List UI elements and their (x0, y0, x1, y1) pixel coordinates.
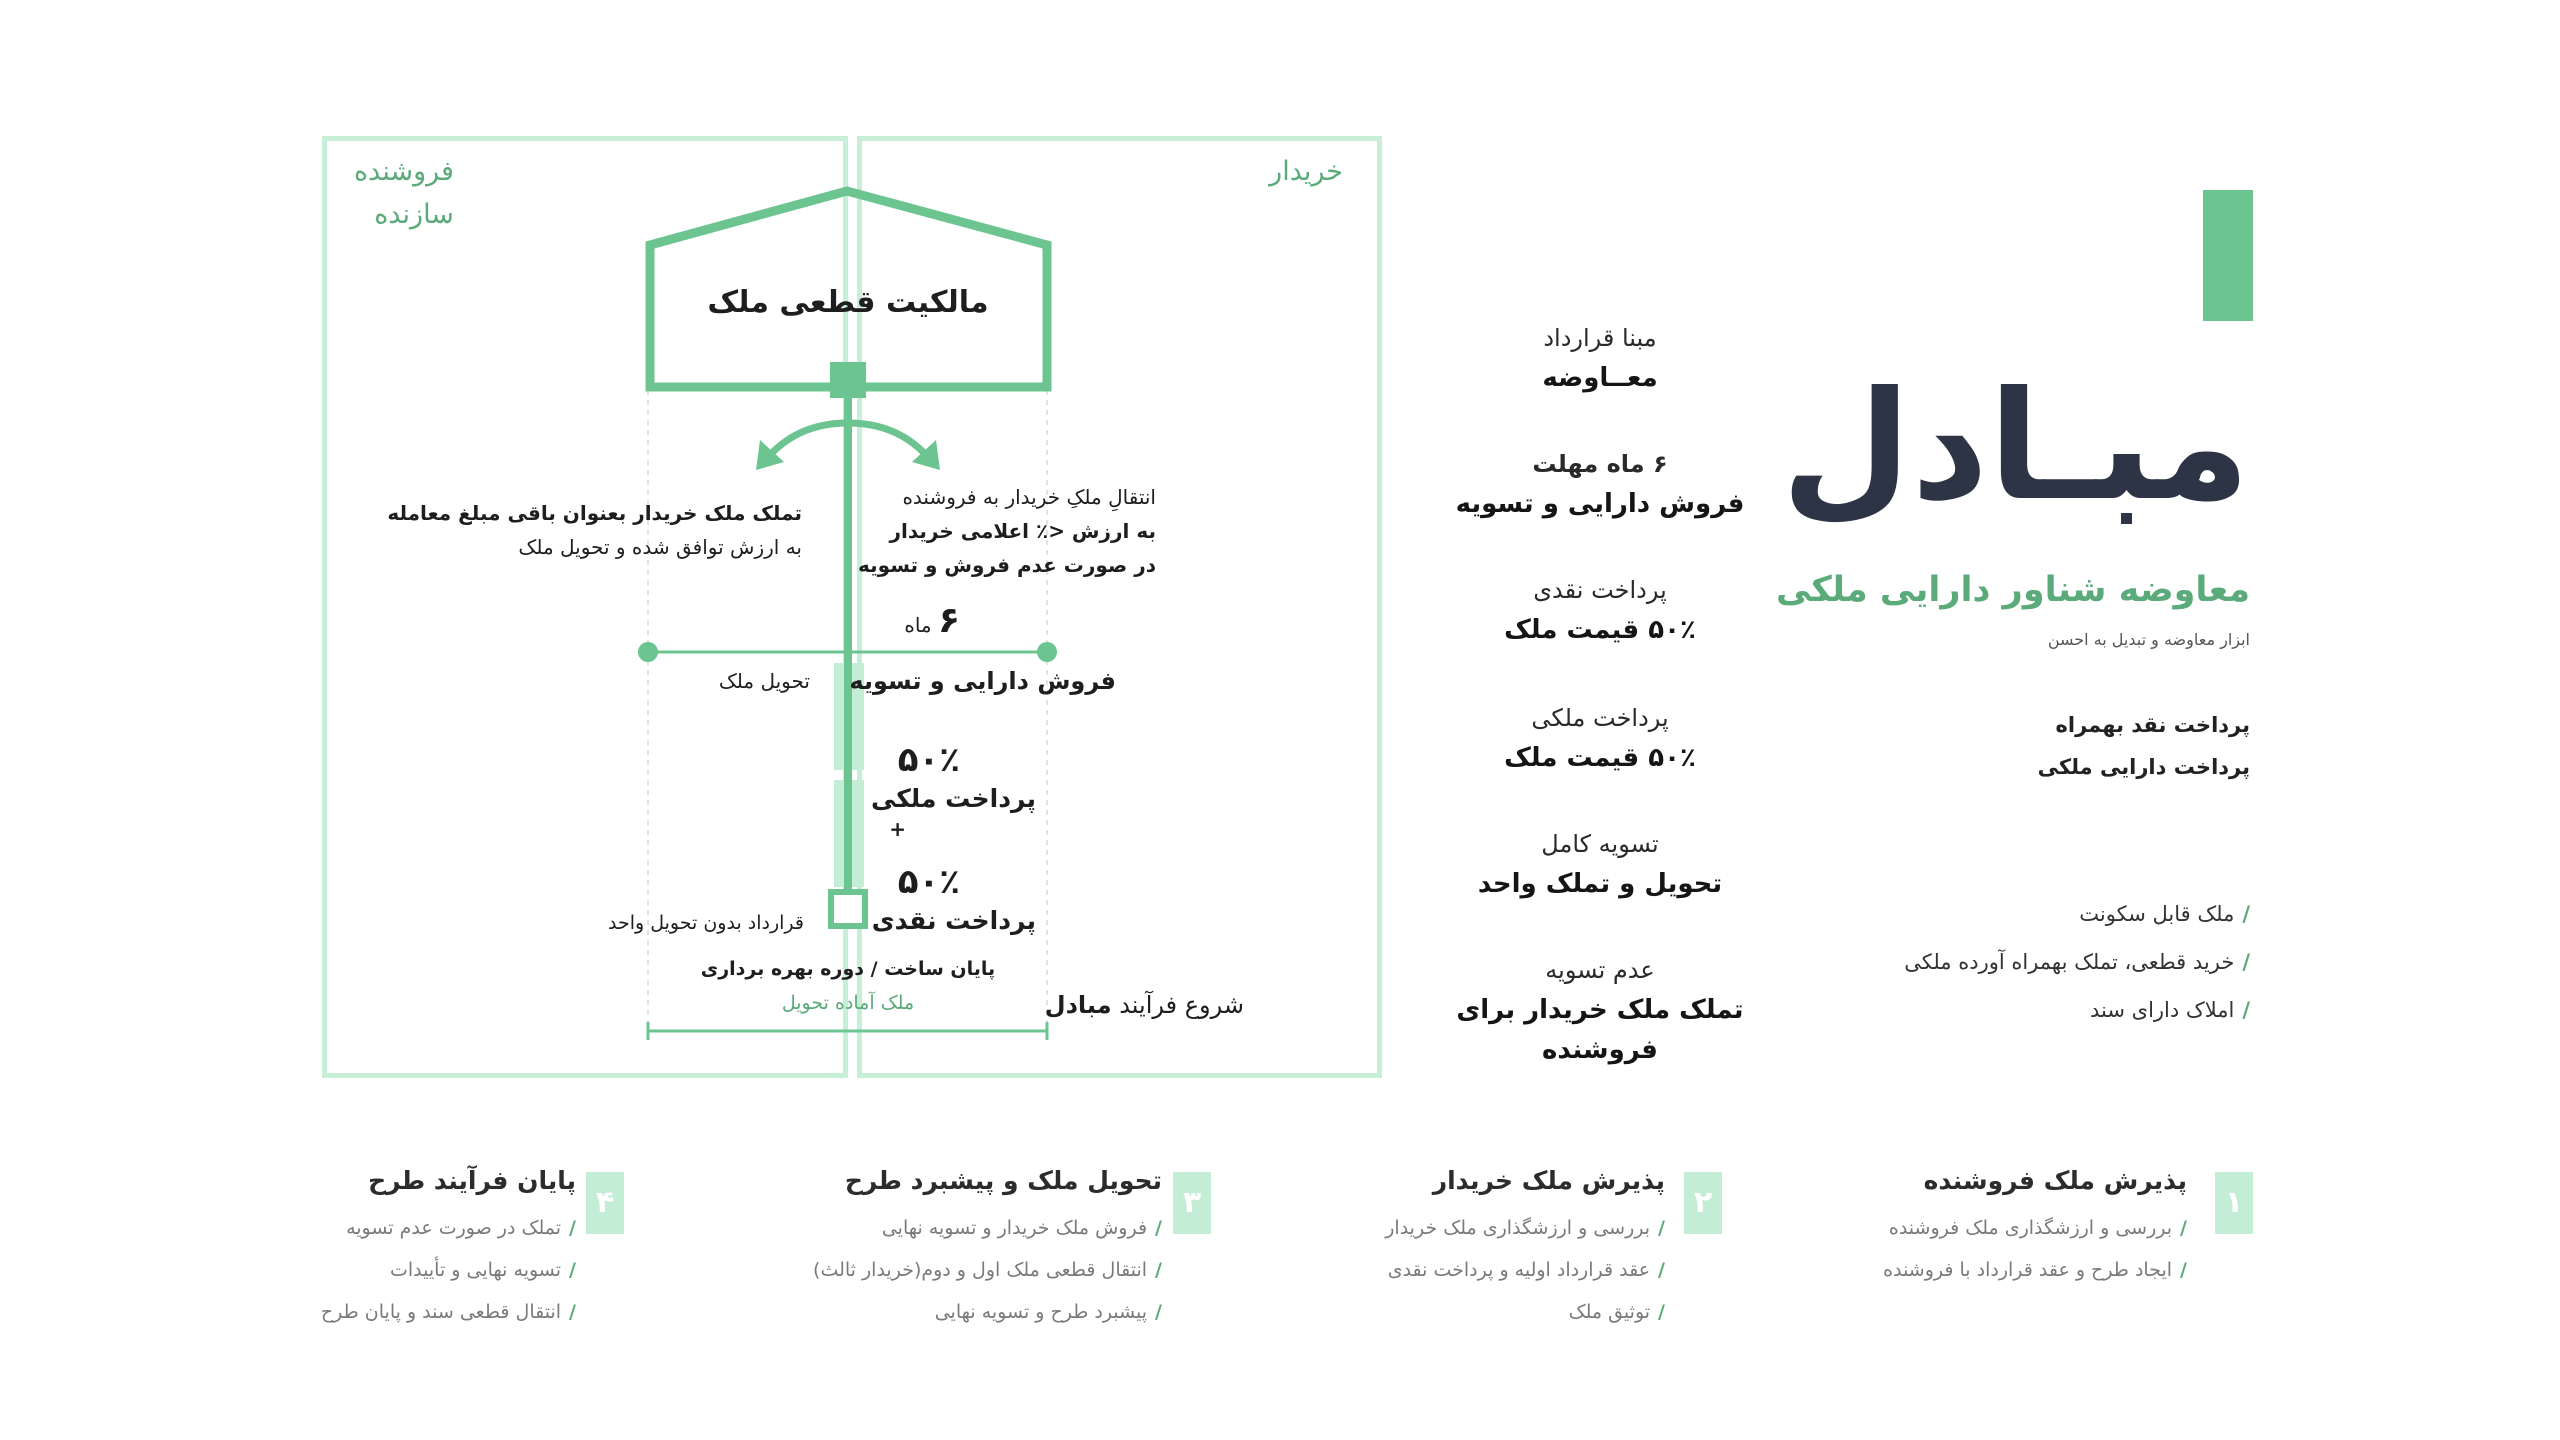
step-item: /فروش ملک خریدار و تسویه نهایی (881, 1217, 1162, 1239)
brand-subtitle: معاوضه شناور دارایی ملکی (1775, 570, 2250, 610)
step-title: تحویل ملک و پیشبرد طرح (844, 1166, 1162, 1195)
deliver-property-label: تحویل ملک (718, 669, 810, 693)
step-items (1385, 1207, 1665, 1333)
right-note: انتقالِ ملکِ خریدار به فروشنده به ارزش <٪ اعلامی خریدار در صورت عدم فروش و تسویه (858, 485, 1156, 577)
step-number-badge: ۲ (1684, 1172, 1722, 1234)
feature-item: /املاک دارای سند (2090, 998, 2250, 1022)
step-item: /بررسی و ارزشگذاری ملک فروشنده (1888, 1217, 2187, 1239)
sell-settle-label: فروش دارایی و تسویه (849, 667, 1116, 695)
dot-icon (1037, 642, 1057, 662)
stat-contract-basis: مبنا قرارداد معــاوضه (1390, 318, 1810, 398)
contract-node-icon (831, 892, 865, 926)
step-item: /ایجاد طرح و عقد قرارداد با فروشنده (1883, 1259, 2187, 1281)
arrow-left-icon (770, 423, 848, 455)
step-number-badge: ۴ (586, 1172, 624, 1234)
stat-no-settlement: عدم تسویه تملک ملک خریدار برای فروشنده (1390, 950, 1810, 1070)
seller-label: فروشنده سازنده (354, 156, 454, 230)
arrow-right-icon (848, 423, 926, 455)
payment-line: پرداخت دارایی ملکی (2037, 755, 2250, 779)
ready-delivery-label: ملک آماده تحویل (781, 992, 915, 1014)
plus-sign: + (889, 817, 906, 841)
buyer-label: خریدار (1269, 156, 1343, 187)
step-item: /بررسی و ارزشگذاری ملک خریدار (1385, 1217, 1665, 1239)
brand-title: مبـادل (1781, 360, 2250, 534)
left-note: تملک ملک خریدار بعنوان باقی مبلغ معامله به ارزش توافق شده و تحویل ملک (387, 501, 802, 559)
step-title: پذیرش ملک خریدار (1432, 1166, 1665, 1195)
end-build-label: پایان ساخت / دوره بهره برداری (700, 958, 996, 980)
property-payment-label: پرداخت ملکی (870, 784, 1036, 813)
step-item: /توثیق ملک (1568, 1301, 1665, 1323)
step-items (1883, 1207, 2187, 1291)
slash-icon: / (2242, 902, 2250, 926)
payment-line: پرداخت نقد بهمراه (2055, 713, 2250, 737)
step-item: /تسویه نهایی و تأییدات (390, 1259, 576, 1281)
step-title: پایان فرآیند طرح (368, 1166, 576, 1195)
slash-icon: / (2242, 950, 2250, 974)
step-item: /انتقال قطعی ملک اول و دوم(خریدار ثالث) (813, 1259, 1162, 1281)
step-items (813, 1207, 1162, 1333)
slash-icon: / (2242, 998, 2250, 1022)
brand-caption: ابزار معاوضه و تبدیل به احسن (2047, 630, 2250, 649)
property-percent: ۵۰٪ (897, 740, 960, 780)
six-months: ۶ ماه (904, 600, 960, 641)
step-items (321, 1207, 576, 1333)
step-item: /تملک در صورت عدم تسویه (346, 1217, 576, 1239)
stat-cash-payment: پرداخت نقدی ۵۰٪ قیمت ملک (1390, 570, 1810, 650)
stat-deadline: ۶ ماه مهلت فروش دارایی و تسویه (1455, 450, 1745, 519)
start-process: شروع فرآیند مبادل (1044, 991, 1244, 1019)
step-item: /انتقال قطعی سند و پایان طرح (320, 1301, 576, 1323)
cash-payment-label: پرداخت نقدی (871, 906, 1036, 935)
house-title: مالکیت قطعی ملک (707, 285, 989, 320)
feature-item: /خرید قطعی، تملک بهمراه آورده ملکی (1904, 950, 2250, 974)
stat-property-payment: پرداخت ملکی ۵۰٪ قیمت ملک (1390, 698, 1810, 778)
contract-no-delivery: قرارداد بدون تحویل واحد (608, 912, 804, 934)
house-node-icon (830, 362, 866, 398)
step-title: پذیرش ملک فروشنده (1923, 1166, 2187, 1195)
step-number-badge: ۳ (1173, 1172, 1211, 1234)
stat-full-settlement: تسویه کامل تحویل و تملک واحد (1477, 830, 1723, 899)
cash-percent: ۵۰٪ (897, 862, 960, 902)
feature-item: /ملک قابل سکونت (2079, 902, 2250, 926)
dot-icon (638, 642, 658, 662)
step-item: /پیشبرد طرح و تسویه نهایی (934, 1301, 1162, 1323)
step-number-badge: ۱ (2215, 1172, 2253, 1234)
step-item: /عقد قرارداد اولیه و پرداخت نقدی (1387, 1259, 1665, 1281)
